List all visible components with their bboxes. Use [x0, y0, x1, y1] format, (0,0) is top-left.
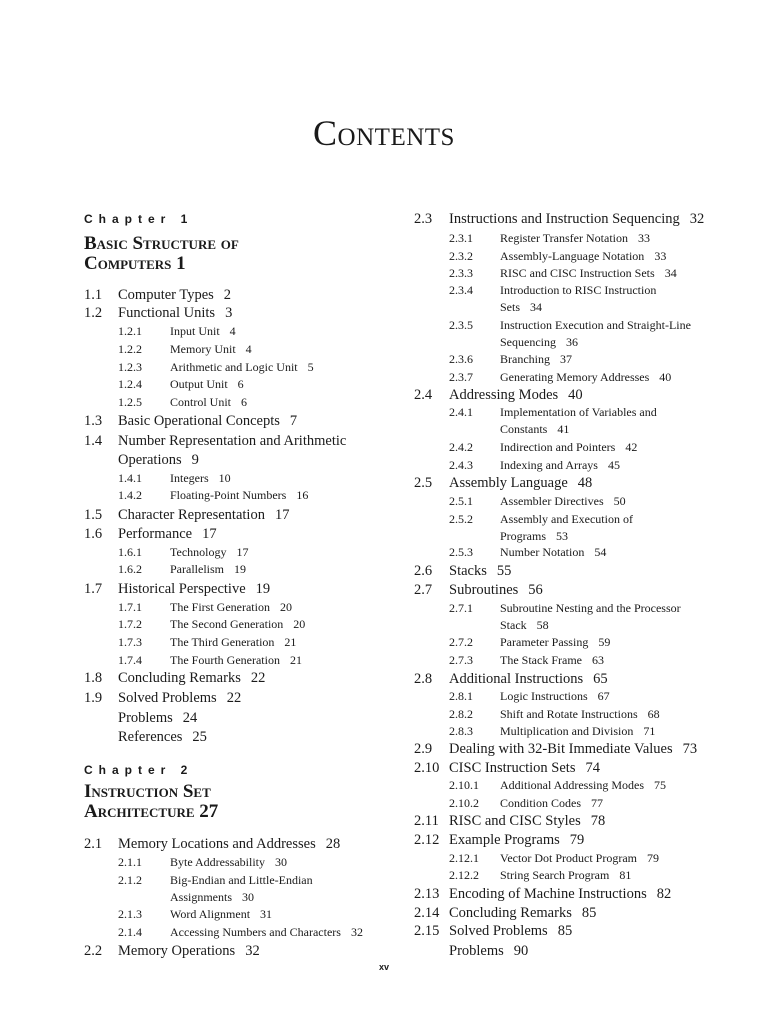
- page-ref: 36: [566, 335, 578, 349]
- section-title: Input Unit 4: [170, 324, 236, 338]
- section-title: Assembler Directives 50: [500, 494, 626, 508]
- section-title: Arithmetic and Logic Unit 5: [170, 360, 314, 374]
- page-ref: 77: [591, 796, 604, 810]
- section-number: 2.7.3: [449, 653, 473, 667]
- section-title: Generating Memory Addresses 40: [500, 370, 672, 384]
- section-number: 2.3.4: [449, 283, 473, 297]
- section-number: 2.1.3: [118, 907, 142, 921]
- section-title: Output Unit 6: [170, 377, 244, 391]
- page-ref: 63: [591, 653, 604, 667]
- page-ref: 54: [594, 545, 607, 559]
- section-title: Condition Codes 77: [500, 796, 604, 810]
- section-title: The First Generation 20: [170, 600, 292, 614]
- section-number: 2.8.2: [449, 707, 473, 721]
- section-title-continued: Constants 41: [500, 422, 570, 436]
- page-ref: 20: [293, 617, 306, 631]
- section-number: 2.4.3: [449, 458, 473, 472]
- section-title: Number Notation 54: [500, 545, 607, 559]
- section-number: 1.2.2: [118, 342, 142, 356]
- section-title: Integers 10: [170, 471, 231, 485]
- section-number: 2.5.1: [449, 494, 473, 508]
- page-ref: 2: [223, 287, 232, 303]
- page-ref: 32: [245, 943, 260, 959]
- section-title: Parameter Passing 59: [500, 635, 611, 649]
- section-number: 2.6: [414, 563, 433, 579]
- section-title: Stacks 55: [449, 563, 512, 579]
- section-title: Assembly-Language Notation 33: [500, 249, 667, 263]
- page-ref: 48: [577, 475, 593, 491]
- section-number: 2.3.2: [449, 249, 473, 263]
- section-number: 2.12.1: [449, 851, 479, 865]
- page-ref: 40: [659, 370, 672, 384]
- page-ref: 65: [593, 671, 608, 687]
- section-number: 2.3: [414, 211, 433, 227]
- section-title-continued: Programs 53: [500, 529, 568, 543]
- section-number: 2.13: [414, 886, 440, 902]
- section-number: 2.3.1: [449, 231, 473, 245]
- section-number: 2.1.4: [118, 925, 142, 939]
- section-title: Introduction to RISC Instruction: [500, 283, 657, 297]
- page-ref: 21: [284, 635, 297, 649]
- section-number: 1.7.1: [118, 600, 142, 614]
- section-title-continued: Stack 58: [500, 618, 549, 632]
- section-number: 2.7: [414, 582, 433, 598]
- section-title: Subroutine Nesting and the Processor: [500, 601, 681, 615]
- page-ref: 79: [569, 832, 585, 848]
- section-title: CISC Instruction Sets 74: [449, 760, 600, 776]
- section-number: 2.1.1: [118, 855, 142, 869]
- page-ref: 55: [496, 563, 512, 579]
- page-ref: 40: [568, 387, 583, 403]
- section-number: 1.2.1: [118, 324, 142, 338]
- section-number: 1.6: [84, 526, 103, 542]
- page-ref: 31: [260, 907, 273, 921]
- section-title: Assembly Language 48: [449, 475, 593, 491]
- section-number: 2.5.3: [449, 545, 473, 559]
- page-ref: 71: [643, 724, 656, 738]
- page-ref: 73: [682, 741, 698, 757]
- page-ref: 32: [350, 925, 363, 939]
- section-number: 2.15: [414, 923, 440, 939]
- section-title: Performance 17: [118, 526, 217, 542]
- chapter-title: [84, 234, 239, 274]
- section-number: 1.2: [84, 305, 103, 321]
- page-ref: 17: [274, 507, 290, 523]
- section-number: 2.14: [414, 905, 440, 921]
- section-title: Byte Addressability 30: [170, 855, 287, 869]
- section-number: 2.4: [414, 387, 433, 403]
- section-number: 2.3.7: [449, 370, 473, 384]
- page-ref: 25: [192, 729, 207, 745]
- section-title: Solved Problems 85: [449, 923, 573, 939]
- page-ref: 4: [245, 342, 252, 356]
- section-title: Addressing Modes 40: [449, 387, 583, 403]
- section-number: 1.1: [84, 287, 103, 303]
- page-ref: 24: [182, 710, 198, 726]
- section-number: 1.2.3: [118, 360, 142, 374]
- section-title: Control Unit 6: [170, 395, 248, 409]
- section-number: 2.8: [414, 671, 433, 687]
- page-ref: 19: [234, 562, 246, 576]
- section-number: 2.12: [414, 832, 440, 848]
- section-number: 1.4.1: [118, 471, 142, 485]
- section-title: Instruction Execution and Straight-Line: [500, 318, 691, 332]
- page-ref: 90: [513, 943, 529, 959]
- chapter-title-line: Computers 1: [84, 253, 186, 274]
- section-number: 2.7.1: [449, 601, 473, 615]
- section-number: 2.11: [414, 813, 439, 829]
- page-ref: 32: [689, 211, 705, 227]
- page-ref: 78: [590, 813, 606, 829]
- section-title: Dealing with 32-Bit Immediate Values 73: [449, 741, 698, 757]
- page-ref: 22: [226, 690, 242, 706]
- section-number: 2.3.5: [449, 318, 473, 332]
- page-ref: 53: [556, 529, 568, 543]
- section-number: 1.7: [84, 581, 103, 597]
- section-title: The Second Generation 20: [170, 617, 306, 631]
- page-ref: 45: [607, 458, 620, 472]
- section-title: Shift and Rotate Instructions 68: [500, 707, 660, 721]
- page-ref: 37: [560, 352, 572, 366]
- chapter-title-line: Basic Structure of: [84, 233, 239, 254]
- section-title: RISC and CISC Instruction Sets 34: [500, 266, 677, 280]
- page-ref: 28: [325, 836, 341, 852]
- section-title: Multiplication and Division 71: [500, 724, 656, 738]
- chapter-label: Chapter 2: [84, 763, 194, 777]
- section-number: 1.8: [84, 670, 103, 686]
- section-title: Assembly and Execution of: [500, 512, 633, 526]
- section-title: Register Transfer Notation 33: [500, 231, 650, 245]
- section-title-continued: Sets 34: [500, 300, 543, 314]
- page-ref: 9: [191, 452, 199, 468]
- page-ref: 81: [619, 868, 632, 882]
- section-title: Solved Problems 22: [118, 690, 242, 706]
- page-ref: 16: [296, 488, 309, 502]
- section-title: String Search Program 81: [500, 868, 632, 882]
- page-ref: 17: [236, 545, 249, 559]
- section-number: 1.4: [84, 433, 103, 449]
- section-title: Indirection and Pointers 42: [500, 440, 638, 454]
- section-title: Functional Units 3: [118, 305, 233, 321]
- section-title: Additional Instructions 65: [449, 671, 608, 687]
- chapter-title: [84, 782, 218, 822]
- section-number: 2.3.6: [449, 352, 473, 366]
- page-ref: 21: [289, 653, 302, 667]
- page-ref: 68: [647, 707, 660, 721]
- page-ref: 42: [625, 440, 638, 454]
- section-title: Historical Perspective 19: [118, 581, 271, 597]
- section-number: 2.2: [84, 943, 103, 959]
- section-number: 1.2.5: [118, 395, 142, 409]
- section-number: 2.9: [414, 741, 433, 757]
- section-title: Memory Operations 32: [118, 943, 260, 959]
- page-ref: 50: [613, 494, 626, 508]
- section-title: Accessing Numbers and Characters 32: [170, 925, 363, 939]
- section-title: Problems 90: [449, 943, 529, 959]
- section-title: Computer Types 2: [118, 287, 232, 303]
- section-number: 1.6.2: [118, 562, 142, 576]
- page-ref: 30: [242, 890, 255, 904]
- page-ref: 6: [237, 377, 244, 391]
- section-title: Implementation of Variables and: [500, 405, 657, 419]
- section-number: 2.1: [84, 836, 103, 852]
- page-ref: 34: [664, 266, 677, 280]
- page-ref: 34: [530, 300, 543, 314]
- section-number: 2.7.2: [449, 635, 473, 649]
- page-ref: 30: [275, 855, 287, 869]
- page-ref: 74: [585, 760, 600, 776]
- page-ref: 33: [654, 249, 667, 263]
- section-title: Memory Locations and Addresses 28: [118, 836, 341, 852]
- section-title: The Fourth Generation 21: [170, 653, 302, 667]
- section-title: Memory Unit 4: [170, 342, 252, 356]
- page-ref: 75: [654, 778, 666, 792]
- page-title: Contents: [313, 113, 455, 153]
- page-ref: 22: [250, 670, 266, 686]
- section-title: Subroutines 56: [449, 582, 543, 598]
- page-ref: 41: [557, 422, 570, 436]
- section-title: Parallelism 19: [170, 562, 246, 576]
- section-title: The Stack Frame 63: [500, 653, 604, 667]
- page-ref: 3: [225, 305, 233, 321]
- section-number: 1.5: [84, 507, 103, 523]
- section-title: Word Alignment 31: [170, 907, 273, 921]
- section-title: The Third Generation 21: [170, 635, 297, 649]
- section-number: 1.6.1: [118, 545, 142, 559]
- section-title: Additional Addressing Modes 75: [500, 778, 666, 792]
- page-ref: 79: [646, 851, 659, 865]
- section-title: Encoding of Machine Instructions 82: [449, 886, 672, 902]
- section-title: References 25: [118, 729, 207, 745]
- page-ref: 56: [528, 582, 543, 598]
- page-ref: 85: [557, 923, 573, 939]
- chapter-title-line: Architecture 27: [84, 801, 219, 822]
- section-number: 1.3: [84, 413, 103, 429]
- page-number: xv: [378, 962, 389, 972]
- page-ref: 7: [289, 413, 298, 429]
- section-title-continued: Operations 9: [118, 452, 199, 468]
- page-ref: 82: [656, 886, 672, 902]
- section-title: Logic Instructions 67: [500, 689, 610, 703]
- section-number: 1.4.2: [118, 488, 142, 502]
- section-number: 2.5.2: [449, 512, 473, 526]
- section-number: 2.8.3: [449, 724, 473, 738]
- section-number: 1.7.3: [118, 635, 142, 649]
- section-title: Instructions and Instruction Sequencing 32: [449, 211, 705, 227]
- section-title: Indexing and Arrays 45: [500, 458, 620, 472]
- section-title: Number Representation and Arithmetic: [118, 433, 347, 449]
- section-number: 1.7.4: [118, 653, 142, 667]
- section-title: Technology 17: [170, 545, 249, 559]
- section-number: 2.10.1: [449, 778, 479, 792]
- section-title: Character Representation 17: [118, 507, 290, 523]
- section-number: 1.7.2: [118, 617, 142, 631]
- chapter-label: Chapter 1: [84, 212, 194, 226]
- section-number: 2.4.2: [449, 440, 473, 454]
- section-title: Basic Operational Concepts 7: [118, 413, 298, 429]
- section-number: 1.2.4: [118, 377, 142, 391]
- section-number: 2.10.2: [449, 796, 479, 810]
- chapter-title-line: Instruction Set: [84, 781, 211, 802]
- page-ref: 67: [597, 689, 610, 703]
- section-title: RISC and CISC Styles 78: [449, 813, 606, 829]
- section-title: Vector Dot Product Program 79: [500, 851, 659, 865]
- section-title: Concluding Remarks 85: [449, 905, 597, 921]
- section-number: 2.4.1: [449, 405, 473, 419]
- page-ref: 85: [581, 905, 597, 921]
- section-number: 2.3.3: [449, 266, 473, 280]
- page-ref: 4: [229, 324, 236, 338]
- section-number: 1.9: [84, 690, 103, 706]
- page-ref: 19: [255, 581, 271, 597]
- section-title: Floating-Point Numbers 16: [170, 488, 309, 502]
- section-number: 2.10: [414, 760, 440, 776]
- page-ref: 58: [536, 618, 549, 632]
- page-ref: 5: [307, 360, 314, 374]
- page-ref: 10: [218, 471, 231, 485]
- section-title: Branching 37: [500, 352, 572, 366]
- section-number: 2.8.1: [449, 689, 473, 703]
- section-number: 2.1.2: [118, 873, 142, 887]
- section-title: Example Programs 79: [449, 832, 585, 848]
- page-ref: 33: [638, 231, 650, 245]
- section-number: 2.5: [414, 475, 433, 491]
- section-title: Big-Endian and Little-Endian: [170, 873, 313, 887]
- page-ref: 59: [598, 635, 611, 649]
- section-number: 2.12.2: [449, 868, 479, 882]
- section-title: Concluding Remarks 22: [118, 670, 266, 686]
- section-title-continued: Sequencing 36: [500, 335, 578, 349]
- section-title: Problems 24: [118, 710, 198, 726]
- page-ref: 6: [241, 395, 248, 409]
- section-title-continued: Assignments 30: [170, 890, 255, 904]
- page-ref: 17: [202, 526, 217, 542]
- page-ref: 20: [279, 600, 292, 614]
